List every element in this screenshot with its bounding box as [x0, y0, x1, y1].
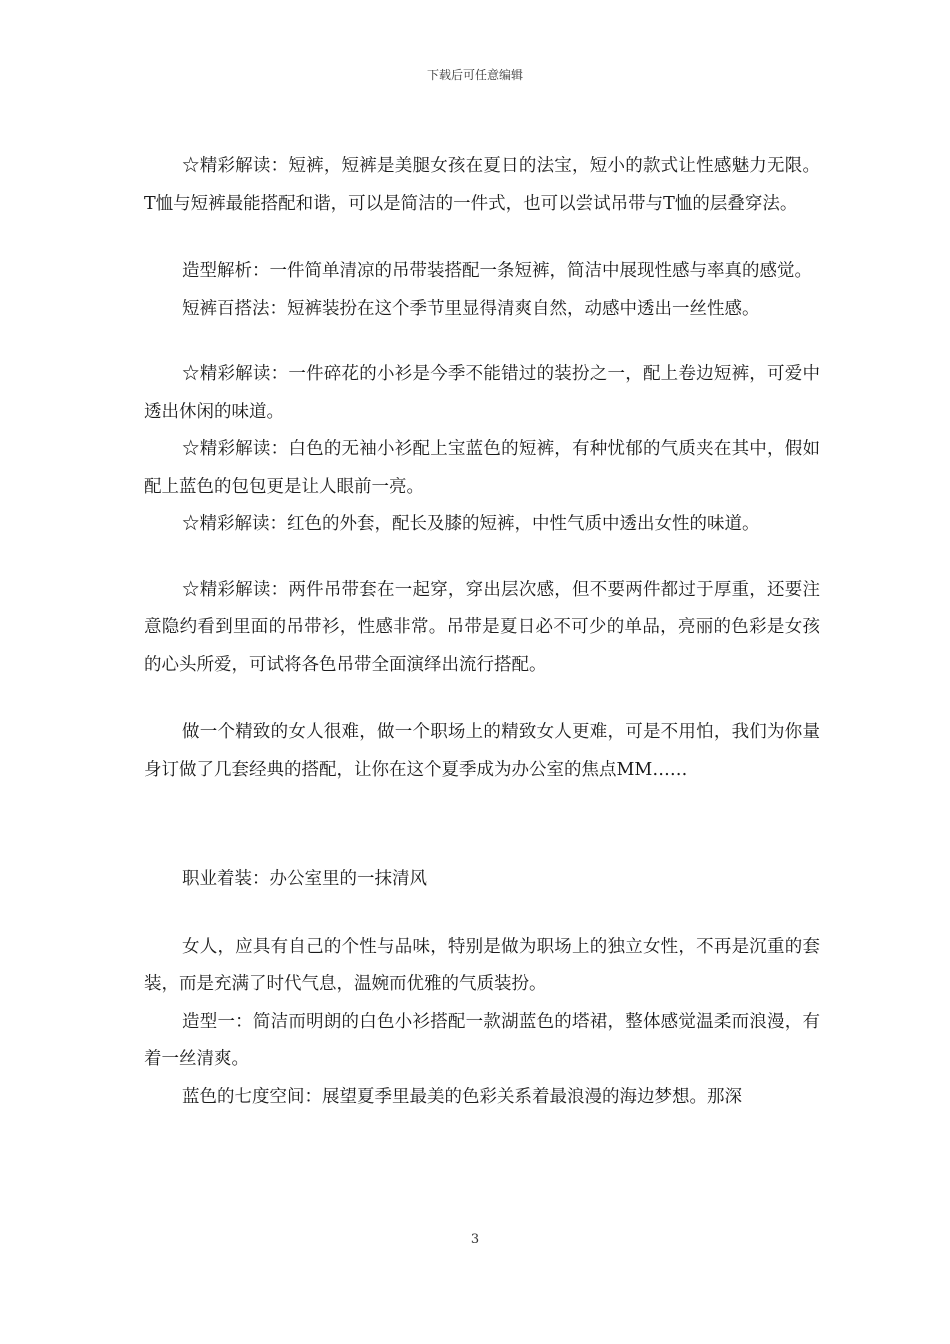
page-header: 下载后可任意编辑: [426, 68, 523, 82]
section-heading-office-wear: 职业着装：办公室里的一抹清风: [182, 869, 427, 889]
paragraph-shorts-intro: ☆精彩解读：短裤，短裤是美腿女孩在夏日的法宝，短小的款式让性感魅力无限。T恤与短裤最能搭配和谐，可以是简洁的一件式，也可以尝试吊带与T恤的层叠穿法。: [144, 156, 820, 214]
paragraph-independent-woman: 女人，应具有自己的个性与品味，特别是做为职场上的独立女性，不再是沉重的套装，而是充满了时代气息，温婉而优雅的气质装扮。: [144, 936, 820, 994]
paragraph-office-intro: 做一个精致的女人很难，做一个职场上的精致女人更难，可是不用怕，我们为你量身订做了几套经典的搭配，让你在这个夏季成为办公室的焦点MM……: [144, 722, 820, 780]
paragraph-floral-top: ☆精彩解读：一件碎花的小衫是今季不能错过的装扮之一，配上卷边短裤，可爱中透出休闲的味道。: [144, 364, 820, 422]
paragraph-red-jacket: ☆精彩解读：红色的外套，配长及膝的短裤，中性气质中透出女性的味道。: [182, 514, 760, 534]
document-body: [144, 148, 820, 1116]
paragraph-style-analysis: 造型解析：一件简单清凉的吊带装搭配一条短裤，简洁中展现性感与率真的感觉。: [182, 261, 812, 281]
paragraph-look-one: 造型一：简洁而明朗的白色小衫搭配一款湖蓝色的塔裙，整体感觉温柔而浪漫，有着一丝清爽。: [144, 1011, 820, 1069]
paragraph-gap: [144, 899, 820, 929]
paragraph-gap: [144, 789, 820, 861]
page-number: 3: [470, 1232, 480, 1247]
paragraph-shorts-mix: 短裤百搭法：短裤装扮在这个季节里显得清爽自然，动感中透出一丝性感。: [182, 298, 760, 319]
paragraph-layered-camisoles: ☆精彩解读：两件吊带套在一起穿，穿出层次感，但不要两件都过于厚重，还要注意隐约看到里面的吊带衫，性感非常。吊带是夏日必不可少的单品，亮丽的色彩是女孩的心头所爱，可试将各色吊带全面演绎出流行搭配。: [144, 579, 820, 675]
paragraph-gap: [144, 684, 820, 714]
paragraph-white-sleeveless: ☆精彩解读：白色的无袖小衫配上宝蓝色的短裤，有种忧郁的气质夹在其中，假如配上蓝色的包包更是让人眼前一亮。: [144, 439, 820, 497]
paragraph-gap: [144, 328, 820, 356]
paragraph-gap: [144, 223, 820, 253]
paragraph-gap: [144, 544, 820, 572]
paragraph-blue-space: 蓝色的七度空间：展望夏季里最美的色彩关系着最浪漫的海边梦想。那深: [182, 1086, 742, 1107]
